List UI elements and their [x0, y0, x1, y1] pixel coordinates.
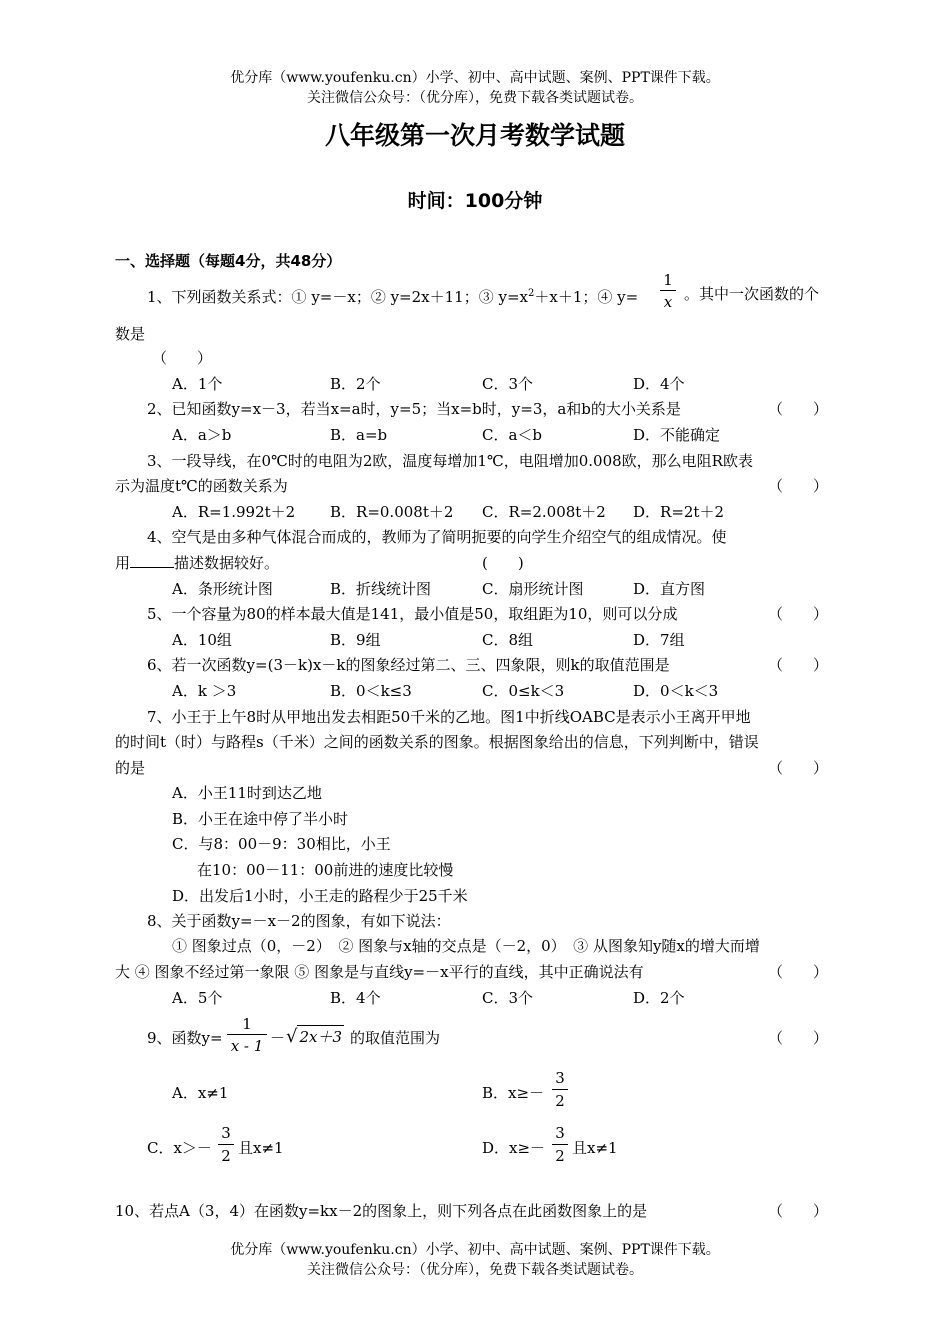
q2-stem: 2、已知函数y=x－3，若当x=a时，y=5；当x=b时，y=3，a和b的大小关系是: [147, 400, 681, 418]
q8-option-a: A．5个: [172, 989, 223, 1007]
q9-fraction: [227, 1014, 267, 1057]
q7-option-b: B．小王在途中停了半小时: [172, 810, 349, 828]
q1-text-c: 。其中一次函数的个: [684, 285, 820, 303]
q9-option-d-cond: 且x≠1: [572, 1139, 618, 1157]
q2-option-b: B．a=b: [330, 426, 388, 444]
q10-answer-paren: （ ）: [768, 1202, 829, 1220]
q9-sqrt-body: 2x＋3: [297, 1025, 344, 1048]
q9-option-a: A．x≠1: [172, 1084, 229, 1102]
q5-option-b: B．9组: [330, 631, 381, 649]
q8-option-d: D．2个: [633, 989, 685, 1007]
q7-option-c: C．与8：00－9：30相比，小王: [172, 835, 391, 853]
q1-option-d: D．4个: [633, 375, 685, 393]
q1-option-c: C．3个: [482, 375, 534, 393]
q10-stem: 10、若点A（3，4）在函数y=kx－2的图象上，则下列各点在此函数图象上的是: [115, 1202, 648, 1220]
q4-option-a: A．条形统计图: [172, 580, 273, 598]
q9-option-b-fraction: [552, 1068, 568, 1112]
q9-sqrt: [286, 1025, 344, 1048]
q5-option-a: A．10组: [172, 631, 232, 649]
q9-option-c: C．x＞－: [147, 1139, 212, 1157]
q7-stem-b: 的时间t（时）与路程s（千米）之间的函数关系的图象。根据图象给出的信息，下列判断中，错误: [115, 733, 759, 751]
q1-text-b: ＋x＋1；④ y=: [534, 288, 639, 306]
q7-option-a: A．小王11时到达乙地: [172, 784, 322, 802]
q4-answer-paren: ( ): [482, 554, 524, 572]
q6-option-c: C．0≤k＜3: [482, 682, 565, 700]
q6-option-a: A．k ＞3: [172, 682, 237, 700]
q9-c-den: 2: [221, 1147, 231, 1165]
q3-option-c: C．R=2.008t＋2: [482, 503, 606, 521]
q9-frac-num: 1: [227, 1014, 267, 1035]
q6-stem: 6、若一次函数y=(3－k)x－k的图象经过第二、三、四象限，则k的取值范围是: [147, 656, 670, 674]
footer-line-1: 优分库（www.youfenku.cn）小学、初中、高中试题、案例、PPT课件下载。: [230, 1242, 720, 1258]
q3-option-d: D．R=2t＋2: [633, 503, 725, 521]
q1-frac-den: x: [663, 293, 673, 311]
q7-answer-paren: （ ）: [768, 759, 829, 777]
q9-answer-paren: （ ）: [768, 1029, 829, 1047]
header-line-2: 关注微信公众号：（优分库），免费下载各类试题试卷。: [307, 90, 643, 106]
q9-c-num: 3: [218, 1123, 234, 1145]
q5-stem: 5、一个容量为80的样本最大值是141，最小值是50，取组距为10，则可以分成: [147, 605, 678, 623]
q9-b-num: 3: [552, 1068, 568, 1090]
q4-option-d: D．直方图: [633, 580, 706, 598]
q4-option-c: C．扇形统计图: [482, 580, 584, 598]
q4-stem-b: [115, 552, 279, 574]
q8-option-b: B．4个: [330, 989, 381, 1007]
q2-answer-paren: （ ）: [768, 400, 829, 418]
q9-text-a: 9、函数y=: [147, 1029, 223, 1047]
q7-option-c-cont: 在10：00－11：00前进的速度比较慢: [197, 861, 454, 879]
q4-text-b2: 描述数据较好。: [174, 554, 280, 572]
page-subtitle: 时间：100分钟: [407, 190, 543, 212]
q9-option-d-fraction: [552, 1123, 568, 1167]
q2-option-d: D．不能确定: [633, 426, 721, 444]
q1-option-a: A．1个: [172, 375, 223, 393]
q9-option-d: D．x≥－: [482, 1139, 546, 1157]
footer-line-2: 关注微信公众号：（优分库），免费下载各类试题试卷。: [307, 1262, 643, 1278]
q9-option-b: B．x≥－: [482, 1084, 545, 1102]
q1-fraction: [660, 270, 676, 313]
q5-option-c: C．8组: [482, 631, 534, 649]
q3-answer-paren: （ ）: [768, 477, 829, 495]
q9-frac-den: x - 1: [230, 1037, 264, 1055]
section-heading: 一、选择题（每题4分，共48分）: [115, 252, 342, 270]
q6-answer-paren: （ ）: [768, 656, 829, 674]
q8-stem-c: 大 ④ 图象不经过第一象限 ⑤ 图象是与直线y=－x平行的直线，其中正确说法有: [115, 963, 644, 981]
q1-answer-paren: （ ）: [152, 349, 213, 367]
q8-stem-b: ① 图象过点（0，－2） ② 图象与x轴的交点是（－2，0） ③ 从图象知y随x的增大而增: [172, 937, 760, 955]
q5-answer-paren: （ ）: [768, 605, 829, 623]
q4-stem-a: 4、空气是由多种气体混合而成的，教师为了简明扼要的向学生介绍空气的组成情况。使: [147, 528, 727, 546]
q9-d-den: 2: [555, 1147, 565, 1165]
q9-d-num: 3: [552, 1123, 568, 1145]
q9-option-c-cond: 且x≠1: [238, 1139, 284, 1157]
q1-option-b: B．2个: [330, 375, 381, 393]
q3-stem-b: 示为温度t℃的函数关系为: [115, 477, 288, 495]
q8-answer-paren: （ ）: [768, 963, 829, 981]
q4-option-b: B．折线统计图: [330, 580, 432, 598]
q6-option-d: D．0＜k＜3: [633, 682, 719, 700]
q4-fill-blank: [130, 553, 174, 568]
q9-minus: －: [270, 1029, 286, 1047]
q2-option-a: A．a＞b: [172, 426, 232, 444]
q7-option-d: D．出发后1小时，小王走的路程少于25千米: [172, 887, 468, 905]
q9-text-b: 的取值范围为: [350, 1029, 441, 1047]
q9-option-c-fraction: [218, 1123, 234, 1167]
q5-option-d: D．7组: [633, 631, 685, 649]
q8-option-c: C．3个: [482, 989, 534, 1007]
q1-text-a: 1、下列函数关系式：① y=－x；② y=2x＋11；③ y=x: [147, 288, 528, 306]
q3-stem-a: 3、一段导线，在0℃时的电阻为2欧，温度每增加1℃，电阻增加0.008欧，那么电阻R欧表: [147, 452, 753, 470]
q2-option-c: C．a＜b: [482, 426, 543, 444]
q3-option-b: B．R=0.008t＋2: [330, 503, 454, 521]
q3-option-a: A．R=1.992t＋2: [172, 503, 296, 521]
q1-text-d: 数是: [115, 325, 146, 343]
q7-stem-c: 的是: [115, 759, 146, 777]
q1-frac-num: 1: [660, 270, 676, 291]
q8-stem-a: 8、关于函数y=－x－2的图象，有如下说法：: [147, 912, 451, 930]
q1-stem: [147, 283, 638, 308]
q4-text-b1: 用: [115, 554, 131, 572]
q6-option-b: B．0＜k≤3: [330, 682, 412, 700]
q9-b-den: 2: [555, 1092, 565, 1110]
radical-icon: √: [286, 1026, 298, 1047]
q7-stem-a: 7、小王于上午8时从甲地出发去相距50千米的乙地。图1中折线OABC是表示小王离开甲地: [147, 708, 751, 726]
page-title: 八年级第一次月考数学试题: [324, 121, 625, 150]
header-line-1: 优分库（www.youfenku.cn）小学、初中、高中试题、案例、PPT课件下载。: [230, 70, 720, 86]
q1-sup: 2: [528, 288, 535, 299]
